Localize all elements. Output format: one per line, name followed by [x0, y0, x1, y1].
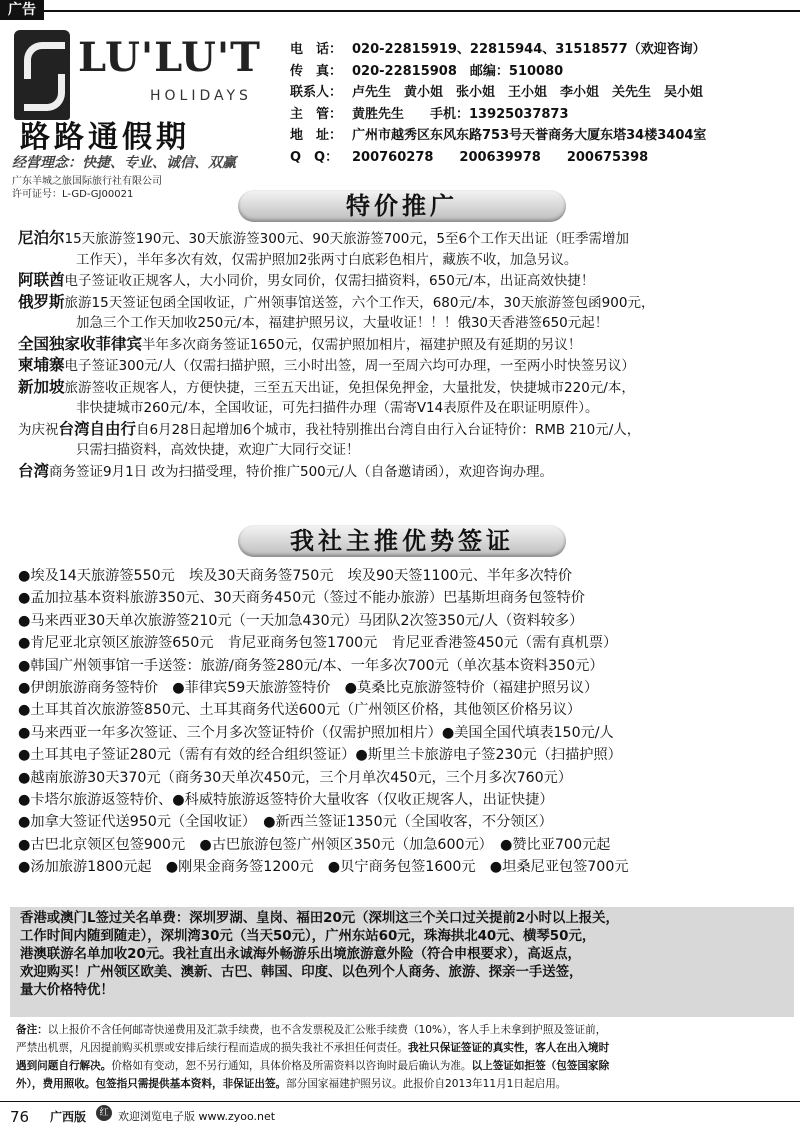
- offer-item: 台湾商务签证9月1日 改为扫描受理，特价推广500元/人（自备邀请函），欢迎咨询办理。: [18, 461, 554, 480]
- contact-row: 传 真： 020-22815908 邮编：510080: [290, 63, 564, 79]
- page-number: 76: [10, 1108, 30, 1126]
- visa-line: ●伊朗旅游商务签特价 ●菲律宾59天旅游签特价 ●莫桑比克旅游签特价（福建护照另议）: [18, 680, 599, 697]
- visa-line: ●越南旅游30天370元（商务30天单次450元，三个月单次450元，三个月多次760元）: [18, 769, 573, 786]
- page-footer: [0, 1101, 800, 1127]
- visa-line: ●土耳其首次旅游签850元、土耳其商务代送600元（广州领区价格，其他领区价格另议）: [18, 702, 582, 719]
- offer-item: 全国独家收菲律宾半年多次商务签证1650元，仅需护照加相片，福建护照及有延期的另议！: [18, 334, 582, 353]
- visa-line: ●马来西亚30天单次旅游签210元（一天加急430元）马团队2次签350元/人（资料较多）: [18, 612, 584, 629]
- contact-row: Q Q： 200760278 200639978 200675398: [290, 149, 649, 165]
- license-number: 许可证号：L-GD-GJ00021: [12, 189, 134, 200]
- visa-line: ●埃及14天旅游签550元 埃及30天商务签750元 埃及90天签1100元、半年多次特价: [18, 568, 573, 584]
- offer-item: 阿联酋电子签证收正规客人，大小同价，男女同价，仅需扫描资料，650元/本，出证高效快捷！: [18, 271, 595, 289]
- offer-item: 柬埔寨电子签证300元/人（仅需扫描护照，三小时出签，周一至周六均可办理，一至两小时快签另议）: [18, 356, 635, 374]
- offer-item: 俄罗斯旅游15天签证包函全国收证，广州领事馆送签，六个工作天，680元/本，30天旅游签包函900元， 加急三个工作天加收250元/本，福建护照另议，大量收证！！！俄30天香港签650元起！: [18, 292, 655, 331]
- section-title-featured-visas: 我社主推优势签证: [238, 525, 566, 557]
- seal-icon: 红: [96, 1105, 112, 1121]
- visa-line: ●肯尼亚北京领区旅游签650元 肯尼亚商务包签1700元 肯尼亚香港签450元（需有真机票）: [18, 635, 618, 652]
- info-line: 港澳联游名单加收20元。我社直出永诚海外畅游乐出境旅游意外险（符合申根要求），高返点，: [20, 947, 581, 962]
- contact-row: 地 址： 广州市越秀区东风东路753号天誉商务大厦东塔34楼3404室: [290, 128, 707, 143]
- visa-line: ●汤加旅游1800元起 ●刚果金商务签1200元 ●贝宁商务包签1600元 ●坦桑尼亚包签700元: [18, 859, 629, 876]
- section-title-special-offers: 特价推广: [238, 190, 566, 222]
- featured-visa-list: [18, 565, 798, 879]
- special-offers-list: [18, 228, 798, 482]
- brand-name-en: LU'LU'T: [78, 34, 261, 81]
- remarks: 备注：以上报价不含任何邮寄快递费用及汇款手续费，也不含发票税及汇公账手续费（10%），客人手上未拿到护照及签证前， 严禁出机票，凡因提前购买机票或安排后续行程而造成的损失我社不承担任何责任。我社只保证签证的真实性，客人在出入境时 遇到问题自行解决。价格如有变动，恕不另行通知，具体价格及所需资料以咨询时最后确认为准。以上签证如拒签（包签国家除 外），费用照收。包签指只需提供基本资料，非保证出签。部分国家福建护照另议。此报价自2013年11月1日起启用。: [16, 1024, 610, 1090]
- info-line: 香港或澳门L签过关名单费：深圳罗湖、皇岗、福田20元（深圳这三个关口过关提前2小时以上报关，: [20, 911, 619, 926]
- visa-line: ●土耳其电子签证280元（需有有效的经合组织签证）●斯里兰卡旅游电子签230元（扫描护照）: [18, 747, 622, 764]
- ad-tag: 广告: [0, 0, 44, 20]
- edition-label: 广西版: [50, 1110, 87, 1124]
- motto: 经营理念：快捷、专业、诚信、双赢: [12, 155, 236, 171]
- offer-item: 尼泊尔15天旅游签190元、30天旅游签300元、90天旅游签700元，5至6个工作天出证（旺季需增加 工作天），半年多次有效，仅需护照加2张两寸白底彩色相片，藏族不收，加急另议。: [18, 229, 630, 268]
- visa-line: ●韩国广州领事馆一手送签：旅游/商务签280元/本、一年多次700元（单次基本资料350元）: [18, 657, 604, 674]
- contact-block: [290, 39, 795, 168]
- company-logo-icon: [14, 30, 70, 120]
- visa-line: ●马来西亚一年多次签证、三个月多次签证特价（仅需护照加相片）●美国全国代填表150元/人: [18, 724, 614, 741]
- info-line: 量大价格特优！: [20, 983, 114, 998]
- info-line: 欢迎购买！广州领区欧美、澳新、古巴、韩国、印度、以色列个人商务、旅游、探亲一手送签，: [20, 965, 583, 980]
- contact-row: 主 管： 黄胜先生 手机：13925037873: [290, 106, 569, 122]
- brand-subtitle: HOLIDAYS: [150, 88, 252, 104]
- visa-line: ●加拿大签证代送950元（全国收证） ●新西兰签证1350元（全国收客，不分领区）: [18, 814, 553, 831]
- contact-row: 电 话： 020-22815919、22815944、31518577（欢迎咨询）: [290, 42, 706, 57]
- visa-line: ●孟加拉基本资料旅游350元、30天商务450元（签过不能办旅游）巴基斯坦商务包签特价: [18, 590, 585, 607]
- brand-name-cn: 路路通假期: [20, 120, 190, 155]
- top-rule: [44, 10, 800, 12]
- border-crossing-info: [10, 907, 794, 1017]
- contact-row: 联系人： 卢先生 黄小姐 张小姐 王小姐 李小姐 关先生 吴小姐: [290, 85, 704, 100]
- visa-line: ●古巴北京领区包签900元 ●古巴旅游包签广州领区350元（加急600元） ●赞比亚700元起: [18, 836, 611, 853]
- offer-item: 新加坡旅游签收正规客人，方便快捷，三至五天出证，免担保免押金，大量批发，快捷城市220元/本， 非快捷城市260元/本，全国收证，可先扫描件办理（需寄V14表原件及在职证明原件）。: [18, 377, 635, 416]
- website-link[interactable]: 欢迎浏览电子版 www.zyoo.net: [118, 1110, 276, 1123]
- offer-item: 为庆祝台湾自由行自6月28日起增加6个城市，我社特别推出台湾自由行入台证特价：RMB 210元/人， 只需扫描资料，高效快捷，欢迎广大同行交证！: [18, 419, 641, 458]
- info-line: 工作时间内随到随走），深圳湾30元（当天50元），广州东站60元，珠海拱北40元、横琴50元，: [20, 929, 596, 944]
- visa-line: ●卡塔尔旅游返签特价、●科威特旅游返签特价大量收客（仅收正规客人，出证快捷）: [18, 792, 554, 809]
- company-name: 广东羊城之旅国际旅行社有限公司: [12, 176, 162, 187]
